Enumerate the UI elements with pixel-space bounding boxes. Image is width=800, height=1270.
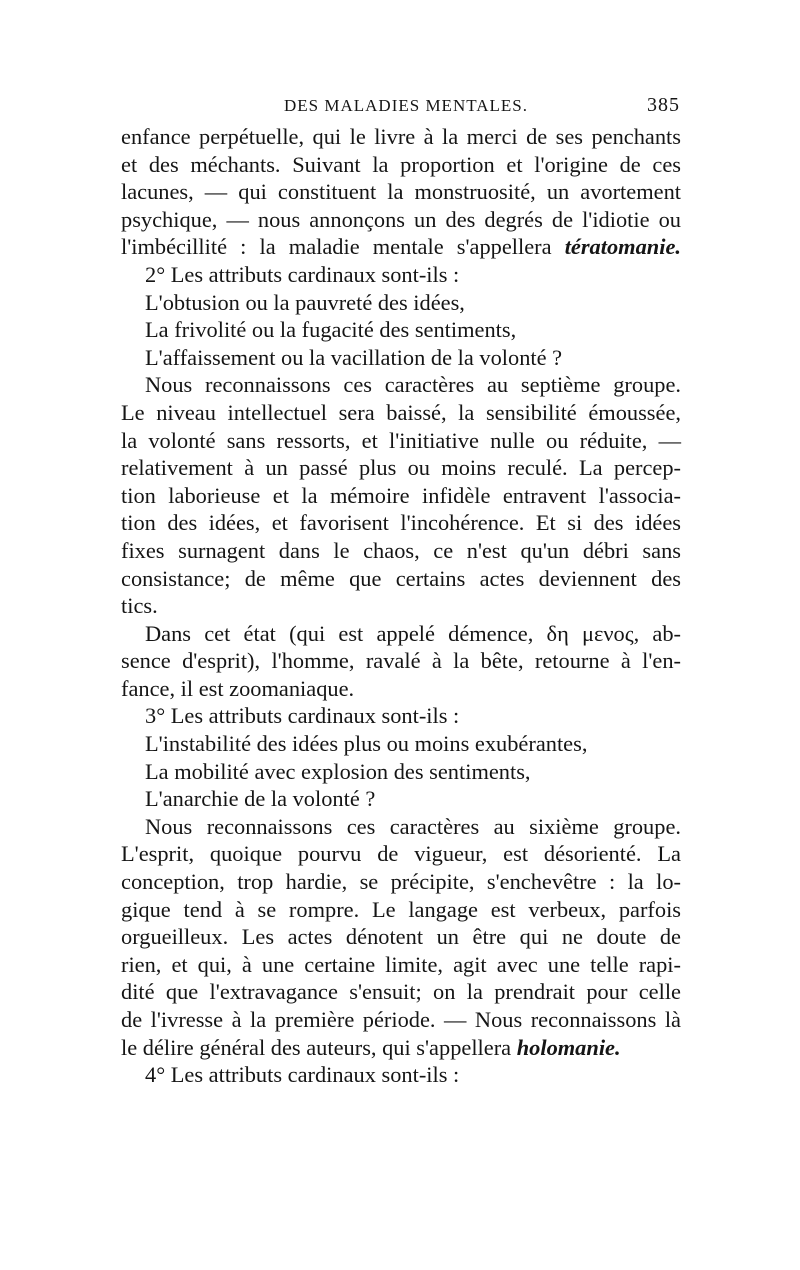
text-line: fance, il est zoomaniaque. [121,675,355,701]
text-line: conception, trop hardie, se précipite, s'enchevêtre : la lo- [121,869,681,895]
text-line: tion laborieuse et la mémoire infidèle entravent l'associa- [121,482,681,508]
text-line: La frivolité ou la fugacité des sentiments, [145,317,517,343]
page-number: 385 [647,94,680,116]
text-line: enfance perpétuelle, qui le livre à la merci de ses penchants [121,124,681,149]
text-line: 3° Les attributs cardinaux sont-ils : [145,703,460,729]
text-line: l'imbécillité : la maladie mentale s'appellera tératomanie. [121,234,681,260]
text-line: la volonté sans ressorts, et l'initiative nulle ou réduite, — [121,427,681,453]
text-line: Nous reconnaissons ces caractères au septième groupe. [145,372,681,398]
italic-term: holomanie. [516,1034,621,1060]
text-line: fixes surnagent dans le chaos, ce n'est qu'un débri sans [121,537,681,563]
text-line: et des méchants. Suivant la proportion et l'origine de ces [121,151,681,177]
text-line: Dans cet état (qui est appelé démence, δη μενος, ab- [145,620,681,646]
text-line: relativement à un passé plus ou moins reculé. La percep- [121,455,681,481]
text-line: tion des idées, et favorisent l'incohérence. Et si des idées [121,510,681,536]
text-line: rien, et qui, à une certaine limite, agit avec une telle rapi- [121,951,681,977]
text-line: L'obtusion ou la pauvreté des idées, [145,289,465,315]
text-line: le délire général des auteurs, qui s'appellera holomanie. [121,1034,621,1060]
running-title: DES MALADIES MENTALES. [284,96,528,115]
text-line: Nous reconnaissons ces caractères au sixième groupe. [145,813,681,839]
text-line: tics. [121,593,158,619]
text-line: de l'ivresse à la première période. — Nous reconnaissons là [121,1007,681,1032]
italic-term: tératomanie. [564,234,681,260]
text-line: L'anarchie de la volonté ? [145,786,376,812]
text-line: gique tend à se rompre. Le langage est verbeux, parfois [121,896,681,922]
text-line: Le niveau intellectuel sera baissé, la sensibilité émoussée, [121,399,681,425]
page-header [284,88,694,120]
text-line: L'esprit, quoique pourvu de vigueur, est désorienté. La [121,841,681,867]
text-line: L'instabilité des idées plus ou moins exubérantes, [145,731,588,757]
body-text [121,123,681,1089]
text-line: 4° Les attributs cardinaux sont-ils : [145,1062,460,1088]
text-line: La mobilité avec explosion des sentiments, [145,758,531,784]
text-line: consistance; de même que certains actes deviennent des [121,565,681,591]
text-line: dité que l'extravagance s'ensuit; on la prendrait pour celle [121,979,681,1005]
text-line: sence d'esprit), l'homme, ravalé à la bête, retourne à l'en- [121,648,681,674]
text-line: psychique, — nous annonçons un des degrés de l'idiotie ou [121,206,681,232]
text-line: orgueilleux. Les actes dénotent un être qui ne doute de [121,924,681,950]
text-line: lacunes, — qui constituent la monstruosité, un avortement [121,179,681,205]
text-line: 2° Les attributs cardinaux sont-ils : [145,261,460,287]
text-line: L'affaissement ou la vacillation de la volonté ? [145,344,563,370]
